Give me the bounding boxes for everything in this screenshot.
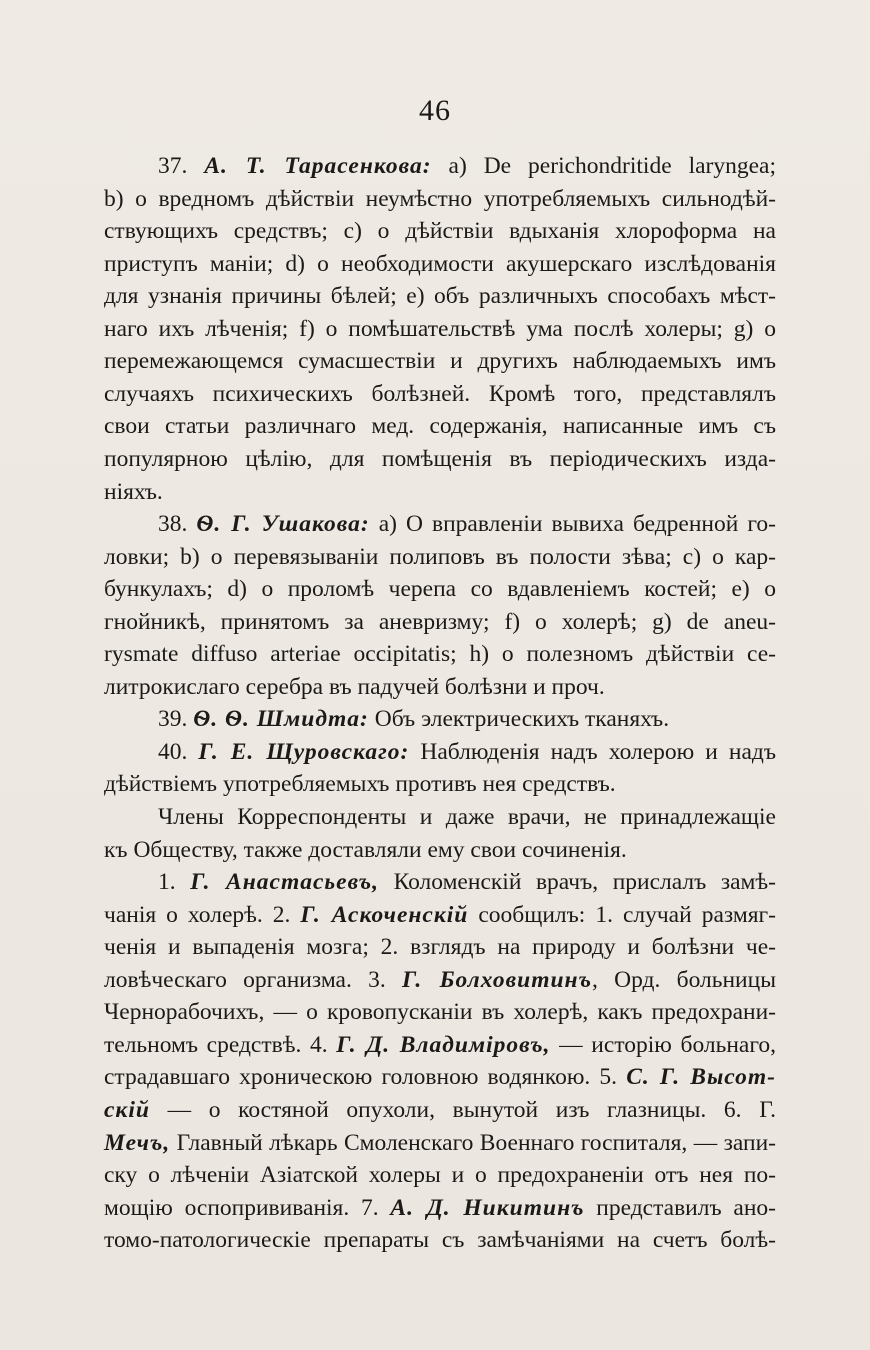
line-text: — исторію больнаго, <box>550 1031 777 1058</box>
line-text: мощію оспопрививанія. 7. <box>104 1194 391 1221</box>
line-text: — о костяной опухоли, вынутой изъ глазницы. 6. Г. <box>149 1096 776 1123</box>
text-line <box>104 182 776 216</box>
text-line <box>104 572 776 606</box>
line-text: rysmate diffuso arteriae occipitatis; h) о полезномъ дѣйствіи се- <box>104 641 776 668</box>
text-line <box>104 312 776 346</box>
author-name: Г. Болховитинъ <box>402 966 592 993</box>
line-text: дѣйствіемъ употребляемыхъ противъ нея средствъ. <box>104 771 616 798</box>
line-text: тельномъ средствѣ. 4. <box>104 1031 337 1058</box>
text-line <box>104 637 776 671</box>
line-text: чанія о холерѣ. 2. <box>104 901 301 928</box>
line-text: сообщилъ: 1. случай размяг- <box>468 901 776 928</box>
line-text: случаяхъ психическихъ болѣзней. Кромѣ того, представлялъ <box>104 380 776 407</box>
line-text: ловѣческаго организма. 3. <box>104 966 402 993</box>
text-line <box>104 540 776 574</box>
text-line <box>158 800 776 834</box>
text-line <box>104 377 776 411</box>
line-text: ствующихъ средствъ; с) о дѣйствіи вдыханія хлороформа на <box>104 218 776 245</box>
author-name: Г. Е. Щуровскаго: <box>198 738 410 765</box>
text-line <box>158 865 776 899</box>
line-text: литрокислаго серебра въ падучей болѣзни и проч. <box>104 673 605 700</box>
text-line <box>104 1158 776 1192</box>
text-line <box>104 475 776 509</box>
author-name: А. Т. Тарасенкова: <box>204 153 432 179</box>
line-text: 40. <box>158 738 199 765</box>
line-text: бункулахъ; d) о проломѣ черепа со вдавленіемъ костей; е) о <box>104 576 776 603</box>
text-line <box>104 1093 776 1127</box>
page-number: 46 <box>419 94 451 127</box>
line-text: представилъ ано- <box>584 1194 776 1221</box>
text-line <box>104 767 776 801</box>
line-text: Члены Корреспонденты и даже врачи, не принадлежащіе <box>158 804 776 830</box>
line-text: 39. <box>158 706 194 733</box>
text-line <box>104 1028 776 1062</box>
text-line <box>104 442 776 476</box>
line-text: томо-патологическіе препараты съ замѣчаніями на счетъ болѣ- <box>104 1227 776 1254</box>
text-line <box>104 963 776 997</box>
text-line <box>158 735 776 769</box>
line-text: 1. <box>158 869 191 896</box>
line-text: 38. <box>158 511 197 538</box>
text-line <box>104 1223 776 1257</box>
text-line <box>104 833 776 867</box>
line-text: страдавшаго хроническою головною водянкою. 5. <box>104 1064 627 1091</box>
text-line <box>104 605 776 639</box>
text-line <box>104 1191 776 1225</box>
line-text: ченія и выпаденія мозга; 2. взглядъ на природу и болѣзни че- <box>104 934 776 961</box>
line-text: Коломенскій врачъ, прислалъ замѣ- <box>379 869 777 896</box>
line-text: ніяхъ. <box>104 478 163 505</box>
author-name: С. Г. Высот- <box>626 1064 776 1091</box>
line-text: Главный лѣкарь Смоленскаго Военнаго госпиталя, — запи- <box>170 1129 776 1156</box>
line-text: гнойникѣ, принятомъ за аневризму; f) о холерѣ; g) de aneu- <box>104 608 776 635</box>
text-line <box>104 1060 776 1094</box>
line-text: перемежающемся сумасшествіи и другихъ наблюдаемыхъ имъ <box>104 348 776 375</box>
author-name: А. Д. Никитинъ <box>390 1194 585 1221</box>
text-line <box>104 214 776 248</box>
author-name: Г. Анастасьевъ, <box>190 869 380 896</box>
author-name: скій <box>104 1096 150 1123</box>
text-line <box>158 149 776 183</box>
text-line <box>104 247 776 281</box>
text-line <box>158 702 776 736</box>
line-text: a) De perichondritide laryngea; <box>431 153 776 179</box>
line-text: для узнанія причины бѣлей; е) объ различныхъ способахъ мѣст- <box>104 283 776 310</box>
author-name: Г. Аскоченскій <box>300 901 469 928</box>
line-text: свои статьи различнаго мед. содержанія, написанные имъ съ <box>104 413 776 440</box>
line-text: Чернорабочихъ, — о кровопусканіи въ холерѣ, какъ предохрани- <box>104 999 776 1026</box>
author-name: Ѳ. Ѳ. Шмидта: <box>193 706 369 733</box>
line-text: b) о вредномъ дѣйствіи неумѣстно употребляемыхъ сильнодѣй- <box>104 185 776 212</box>
author-name: Ѳ. Г. Ушакова: <box>196 511 370 538</box>
line-text: приступъ маніи; d) о необходимости акушерскаго изслѣдованія <box>104 250 776 277</box>
text-line <box>104 344 776 378</box>
text-line <box>104 898 776 932</box>
text-line <box>104 1126 776 1160</box>
author-name: Г. Д. Владиміровъ, <box>336 1031 551 1058</box>
line-text: наго ихъ лѣченія; f) о помѣшательствѣ ума послѣ холеры; g) о <box>104 315 776 342</box>
text-line <box>104 670 776 704</box>
line-text: популярною цѣлію, для помѣщенія въ періодическихъ изда- <box>104 445 776 472</box>
text-line <box>158 507 776 541</box>
line-text: Наблюденія надъ холерою и надъ <box>409 738 776 765</box>
text-line <box>104 995 776 1029</box>
text-line <box>104 279 776 313</box>
line-text: , Орд. больницы <box>591 966 776 993</box>
line-text: къ Обществу, также доставляли ему свои сочиненія. <box>104 836 627 863</box>
line-text: Объ электрическихъ тканяхъ. <box>368 706 670 733</box>
author-name: Мечъ, <box>104 1129 171 1156</box>
line-text: а) О вправленіи вывиха бедренной го- <box>369 511 776 538</box>
line-text: ску о лѣченіи Азіатской холеры и о предохраненіи отъ нея по- <box>104 1162 776 1189</box>
line-text: ловки; b) о перевязываніи полиповъ въ полости зѣва; с) о кар- <box>104 543 776 570</box>
text-line <box>104 409 776 443</box>
line-text: 37. <box>158 153 205 179</box>
text-line <box>104 930 776 964</box>
